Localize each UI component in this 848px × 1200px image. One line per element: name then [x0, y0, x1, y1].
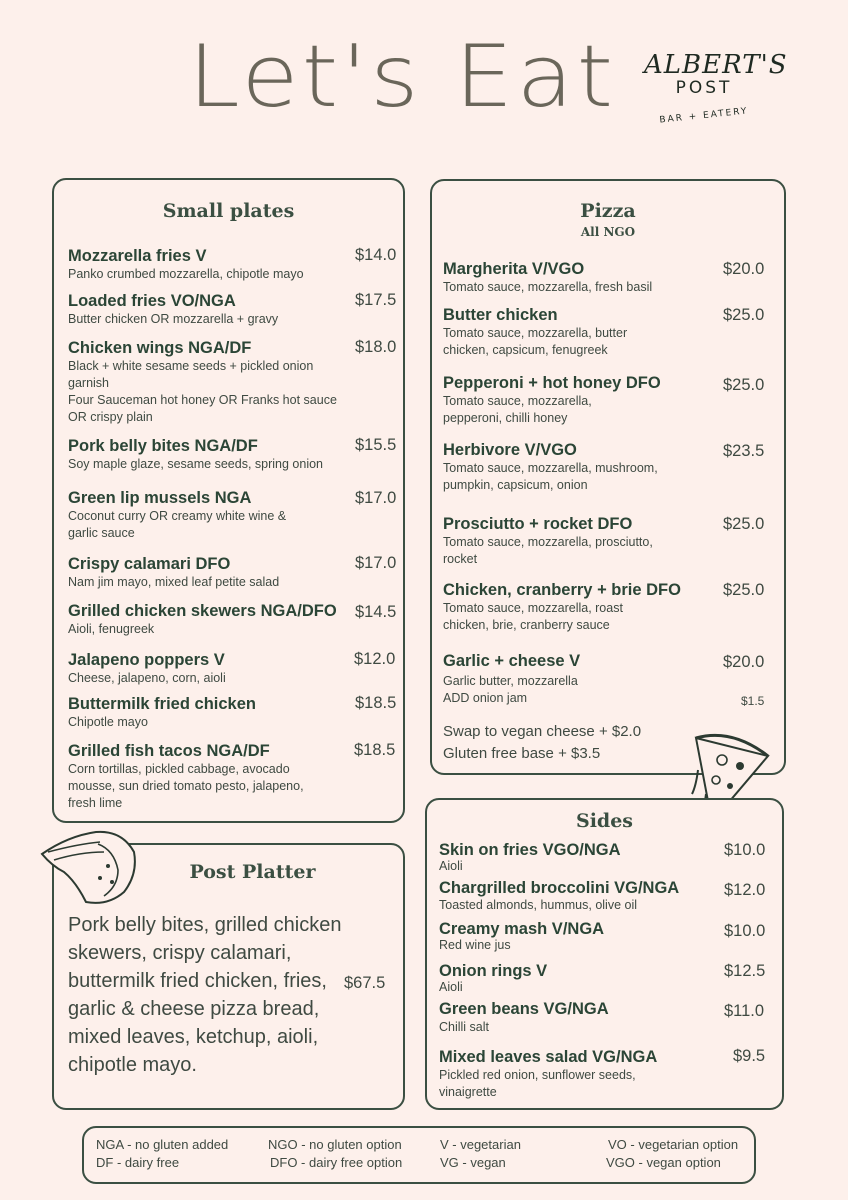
sides-title: Sides: [575, 810, 633, 832]
menu-item-price: $12.0: [354, 650, 396, 668]
legend-dfo: DFO - dairy free option: [270, 1155, 403, 1170]
post-platter-title: Post Platter: [189, 861, 316, 883]
post-platter-price: $67.5: [344, 974, 386, 992]
menu-item-price: $10.0: [724, 922, 766, 940]
legend-vg: VG - vegan: [440, 1155, 506, 1170]
menu-item: Grilled chicken skewers NGA/DFO Aioli, fenugreek: [68, 602, 337, 636]
menu-item: Pepperoni + hot honey DFO Tomato sauce, mozzarella, pepperoni, chilli honey: [443, 374, 661, 425]
menu-item-price: $12.0: [724, 881, 766, 899]
menu-item-price: $20.0: [723, 653, 765, 671]
menu-item: Crispy calamari DFO Nam jim mayo, mixed leaf petite salad: [68, 555, 280, 589]
dietary-legend: [82, 1126, 756, 1184]
menu-item: Butter chicken Tomato sauce, mozzarella, butter chicken, capsicum, fenugreek: [443, 306, 628, 357]
menu-item: Loaded fries VO/NGA Butter chicken OR mozzarella + gravy: [68, 292, 279, 326]
menu-item-price: $15.5: [355, 436, 397, 454]
pizza-subtitle: All NGO: [580, 225, 636, 239]
menu-item: Herbivore V/VGO Tomato sauce, mozzarella, mushroom, pumpkin, capsicum, onion: [443, 441, 658, 492]
menu-item-price: $18.5: [355, 694, 397, 712]
menu-item-price: $25.0: [723, 581, 765, 599]
addon-label: ADD onion jam: [443, 691, 528, 705]
menu-item: Chargrilled broccolini VG/NGA Toasted almonds, hummus, olive oil: [439, 879, 680, 912]
small-plates-panel: [52, 178, 405, 823]
legend-nga: NGA - no gluten added: [96, 1137, 229, 1152]
menu-item: Chicken wings NGA/DF Black + white sesame seeds + pickled onion garnish Four Sauceman hot honey OR Franks hot sauce OR crispy plain: [68, 339, 337, 424]
logo-subname: POST: [675, 78, 733, 98]
menu-item: Skin on fries VGO/NGA Aioli: [439, 841, 621, 873]
legend-v: V - vegetarian: [440, 1137, 521, 1152]
menu-item: Mozzarella fries V Panko crumbed mozzarella, chipotle mayo: [68, 247, 304, 281]
menu-item: Prosciutto + rocket DFO Tomato sauce, mozzarella, prosciutto, rocket: [443, 515, 653, 566]
small-plates-title: Small plates: [162, 200, 295, 222]
menu-item: Grilled fish tacos NGA/DF Corn tortillas, pickled cabbage, avocado mousse, sun dried tomato pesto, jalapeno, fresh lime: [68, 742, 304, 810]
menu-item-price: $10.0: [724, 841, 766, 859]
legend-vo: VO - vegetarian option: [608, 1137, 739, 1152]
menu-item: Green beans VG/NGA Chilli salt: [439, 1000, 609, 1034]
legend-ngo: NGO - no gluten option: [268, 1137, 402, 1152]
menu-item-price: $17.0: [355, 489, 397, 507]
legend-vgo: VGO - vegan option: [606, 1155, 721, 1170]
sides-panel: [425, 798, 784, 1110]
menu-item: Jalapeno poppers V Cheese, jalapeno, corn, aioli: [68, 651, 226, 685]
menu-item: Onion rings V Aioli: [439, 962, 548, 994]
menu-item-price: $17.5: [355, 291, 397, 309]
logo: [644, 50, 788, 142]
menu-item-price: $9.5: [733, 1047, 766, 1065]
menu-item-price: $25.0: [723, 515, 765, 533]
menu-item: Chicken, cranberry + brie DFO Tomato sauce, mozzarella, roast chicken, brie, cranberry sauce: [443, 581, 681, 632]
menu-item-price: $17.0: [355, 554, 397, 572]
menu-item-price: $25.0: [723, 306, 765, 324]
menu-item: Margherita V/VGO Tomato sauce, mozzarella, fresh basil: [443, 260, 653, 294]
pizza-extras: Swap to vegan cheese + $2.0 Gluten free base + $3.5: [443, 723, 642, 762]
menu-item-price: $18.0: [355, 338, 397, 356]
menu-item: Creamy mash V/NGA Red wine jus: [439, 920, 605, 952]
menu-item: Mixed leaves salad VG/NGA Pickled red onion, sunflower seeds, vinaigrette: [439, 1048, 658, 1099]
menu-item-price: $18.5: [354, 741, 396, 759]
menu-item-price: $25.0: [723, 376, 765, 394]
logo-tagline: BAR + EATERY: [659, 106, 749, 126]
menu-item: Buttermilk fried chicken Chipotle mayo: [68, 695, 256, 729]
menu-item: Green lip mussels NGA Coconut curry OR creamy white wine & garlic sauce: [68, 489, 287, 540]
logo-name: ALBERT'S: [644, 50, 788, 80]
menu-item-price: $11.0: [724, 1002, 765, 1020]
chicken-wing-icon: [38, 822, 138, 910]
menu-item-price: $12.5: [724, 962, 766, 980]
legend-df: DF - dairy free: [96, 1155, 180, 1170]
menu-item: Garlic + cheese V Garlic butter, mozzarella ADD onion jam: [443, 651, 683, 707]
pizza-title: Pizza: [580, 200, 636, 222]
menu-item-price: $14.0: [355, 246, 397, 264]
menu-item-price: $14.5: [355, 603, 397, 621]
addon-price: $1.5: [741, 694, 765, 708]
post-platter-description: Pork belly bites, grilled chicken skewers, crispy calamari, buttermilk fried chicken, fries, garlic & cheese pizza bread, mixed leaves, ketchup, aioli, chipotle mayo.: [68, 914, 342, 1076]
menu-item: Pork belly bites NGA/DF Soy maple glaze, sesame seeds, spring onion: [68, 437, 324, 471]
menu-item-price: $20.0: [723, 260, 765, 278]
page-title: Let's Eat: [188, 27, 617, 127]
menu-item-price: $23.5: [723, 442, 765, 460]
pizza-panel: [430, 179, 786, 775]
